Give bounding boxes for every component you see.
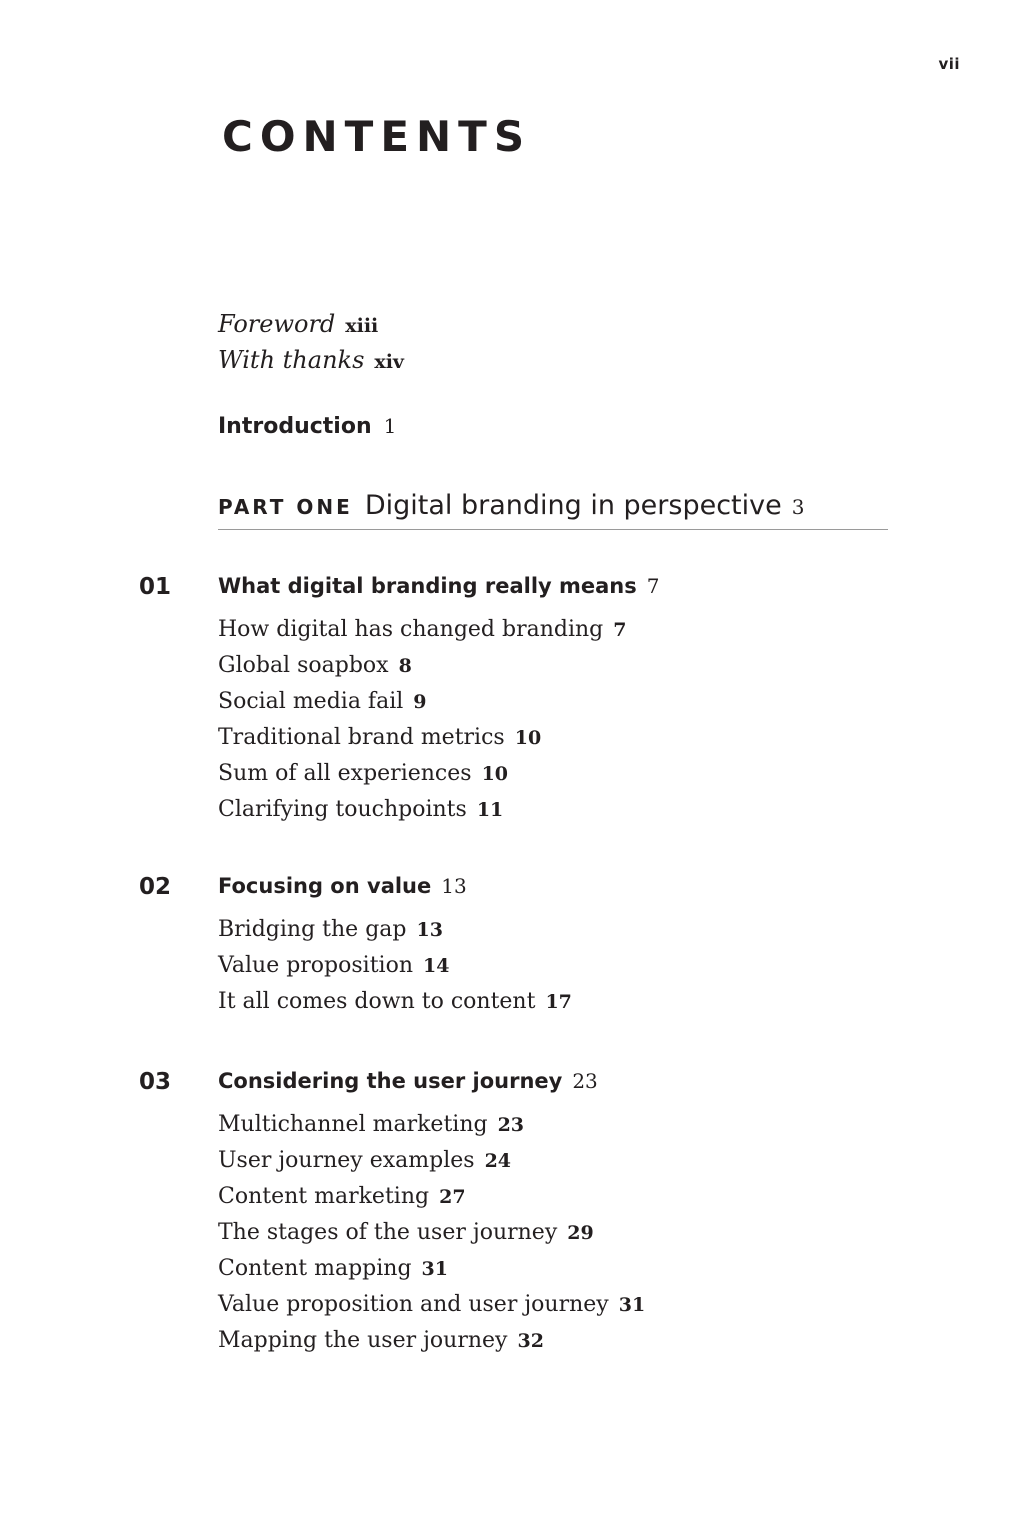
entry-title: Foreword	[218, 310, 336, 338]
section-entry[interactable]	[218, 948, 572, 984]
section-title: Traditional brand metrics	[218, 725, 505, 750]
section-entry[interactable]	[218, 984, 572, 1020]
section-page: 27	[439, 1186, 466, 1208]
front-matter-entry[interactable]	[218, 307, 404, 343]
section-entry[interactable]	[218, 1251, 645, 1287]
section-entry[interactable]	[218, 648, 627, 684]
section-page: 10	[481, 763, 509, 785]
section-entry[interactable]	[218, 612, 627, 648]
part-heading[interactable]	[218, 490, 888, 530]
section-title: Content marketing	[218, 1184, 430, 1209]
section-title: Multichannel marketing	[218, 1112, 488, 1137]
section-entry[interactable]	[218, 720, 627, 756]
chapter-number: 03	[139, 1069, 172, 1095]
section-entry[interactable]	[218, 1107, 645, 1143]
section-title: How digital has changed branding	[218, 617, 604, 642]
section-page: 11	[476, 799, 504, 821]
chapter-number: 02	[139, 874, 172, 900]
chapter-heading[interactable]	[218, 574, 660, 598]
section-title: Value proposition and user journey	[218, 1292, 609, 1317]
section-title: Bridging the gap	[218, 917, 407, 942]
section-entry[interactable]	[218, 1287, 645, 1323]
section-page: 9	[413, 691, 427, 713]
section-title: The stages of the user journey	[218, 1220, 558, 1245]
section-page: 17	[545, 991, 572, 1013]
chapter-heading[interactable]	[218, 874, 467, 898]
chapter-page: 7	[646, 574, 660, 598]
section-title: Sum of all experiences	[218, 761, 472, 786]
chapter-page: 23	[572, 1069, 598, 1093]
chapter-page: 13	[441, 874, 467, 898]
chapter-title: What digital branding really means	[218, 574, 637, 598]
page-title: CONTENTS	[222, 112, 532, 161]
section-page: 31	[421, 1258, 448, 1280]
section-title: Global soapbox	[218, 653, 389, 678]
front-matter-entry[interactable]	[218, 343, 404, 379]
section-title: Social media fail	[218, 689, 404, 714]
section-entry[interactable]	[218, 792, 627, 828]
chapter-title: Considering the user journey	[218, 1069, 563, 1093]
section-page: 8	[398, 655, 412, 677]
section-entry[interactable]	[218, 1143, 645, 1179]
section-entry[interactable]	[218, 1215, 645, 1251]
section-title: Mapping the user journey	[218, 1328, 508, 1353]
section-page: 23	[497, 1114, 525, 1136]
part-page: 3	[791, 495, 805, 519]
section-page: 7	[613, 619, 627, 641]
chapter-heading[interactable]	[218, 1069, 598, 1093]
introduction-page: 1	[383, 414, 397, 438]
section-title: User journey examples	[218, 1148, 475, 1173]
section-title: Value proposition	[218, 953, 413, 978]
section-list	[218, 1107, 645, 1359]
introduction-title: Introduction	[218, 414, 372, 439]
section-entry[interactable]	[218, 756, 627, 792]
section-list	[218, 612, 627, 828]
entry-page: xiv	[374, 351, 404, 373]
section-entry[interactable]	[218, 684, 627, 720]
part-label: PART ONE	[218, 495, 353, 519]
section-entry[interactable]	[218, 1323, 645, 1359]
front-matter	[218, 307, 404, 379]
entry-page: xiii	[345, 315, 379, 337]
section-page: 13	[416, 919, 443, 941]
section-page: 10	[514, 727, 542, 749]
section-page: 29	[567, 1222, 594, 1244]
section-page: 31	[618, 1294, 646, 1316]
chapter-title: Focusing on value	[218, 874, 432, 898]
section-list	[218, 912, 572, 1020]
section-page: 14	[423, 955, 450, 977]
section-page: 24	[484, 1150, 512, 1172]
section-title: It all comes down to content	[218, 989, 536, 1014]
section-title: Content mapping	[218, 1256, 412, 1281]
part-title: Digital branding in perspective	[364, 490, 782, 521]
section-page: 32	[517, 1330, 544, 1352]
section-entry[interactable]	[218, 1179, 645, 1215]
section-title: Clarifying touchpoints	[218, 797, 467, 822]
page-number: vii	[938, 55, 960, 73]
section-entry[interactable]	[218, 912, 572, 948]
chapter-number: 01	[139, 574, 172, 600]
entry-title: With thanks	[218, 346, 365, 374]
introduction-entry[interactable]	[218, 414, 396, 439]
